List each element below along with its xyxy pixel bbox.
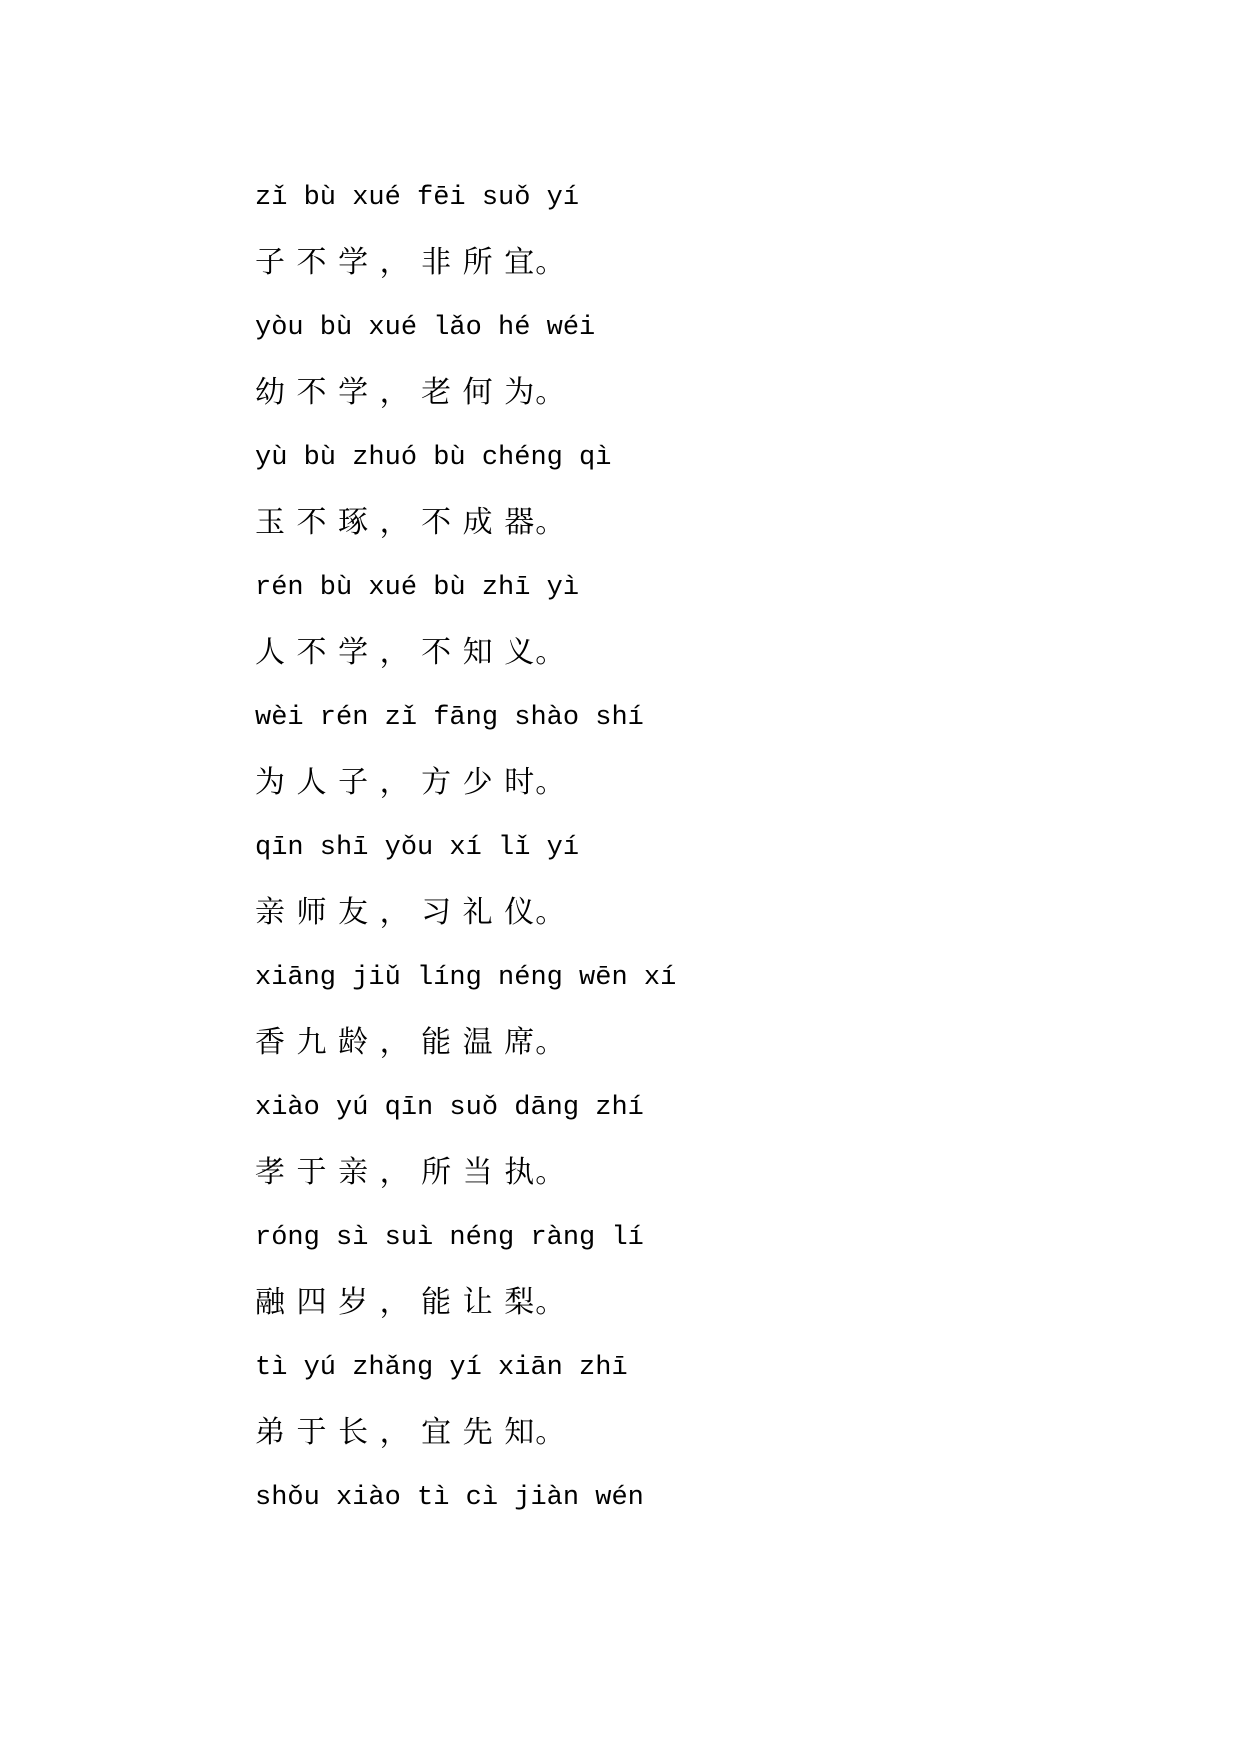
hanzi-line: 子 不 学 ， 非 所 宜。 (255, 245, 567, 280)
pinyin-line: yòu bù xué lǎo hé wéi (255, 313, 596, 343)
pinyin-line: róng sì suì néng ràng lí (255, 1223, 644, 1253)
hanzi-line: 融 四 岁 ， 能 让 梨。 (255, 1285, 567, 1320)
hanzi-line: 香 九 龄 ， 能 温 席。 (255, 1025, 567, 1060)
pinyin-line: rén bù xué bù zhī yì (255, 573, 580, 603)
pinyin-line: zǐ bù xué fēi suǒ yí (255, 183, 580, 213)
hanzi-line: 弟 于 长 ， 宜 先 知。 (255, 1415, 567, 1450)
hanzi-line: 亲 师 友 ， 习 礼 仪。 (255, 895, 567, 930)
pinyin-line: shǒu xiào tì cì jiàn wén (255, 1483, 644, 1513)
document-page (255, 178, 676, 1543)
pinyin-line: xiào yú qīn suǒ dāng zhí (255, 1093, 644, 1123)
hanzi-line: 为 人 子 ， 方 少 时。 (255, 765, 567, 800)
hanzi-line: 幼 不 学 ， 老 何 为。 (255, 375, 567, 410)
pinyin-line: tì yú zhǎng yí xiān zhī (255, 1353, 628, 1383)
pinyin-line: qīn shī yǒu xí lǐ yí (255, 833, 580, 863)
pinyin-line: wèi rén zǐ fāng shào shí (255, 703, 644, 733)
pinyin-line: xiāng jiǔ líng néng wēn xí (255, 963, 677, 993)
hanzi-line: 玉 不 琢 ， 不 成 器。 (255, 505, 567, 540)
hanzi-line: 人 不 学 ， 不 知 义。 (255, 635, 567, 670)
hanzi-line: 孝 于 亲 ， 所 当 执。 (255, 1155, 567, 1190)
pinyin-line: yù bù zhuó bù chéng qì (255, 443, 612, 473)
